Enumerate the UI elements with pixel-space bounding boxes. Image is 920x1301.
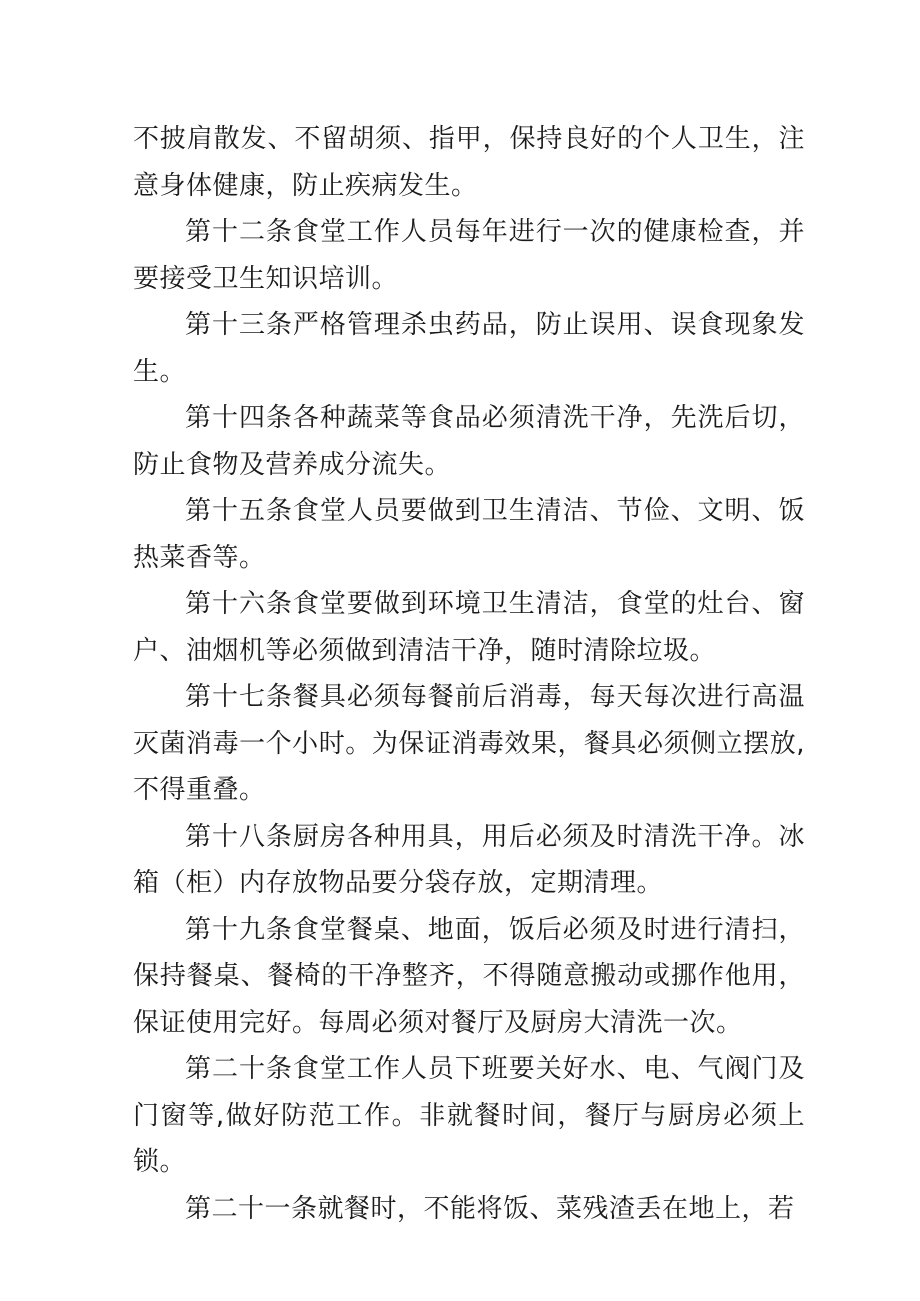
paragraph-article-13: 第十三条严格管理杀虫药品，防止误用、误食现象发生。 [133,310,805,387]
paragraph-article-20: 第二十条食堂工作人员下班要关好水、电、气阀门及门窗等,做好防范工作。非就餐时间，餐厅与厨房必须上锁。 [133,1054,805,1177]
paragraph-article-19: 第十九条食堂餐桌、地面，饭后必须及时进行清扫，保持餐桌、餐椅的干净整齐，不得随意搬动或挪作他用，保证使用完好。每周必须对餐厅及厨房大清洗一次。 [133,914,805,1038]
paragraph-continued: 不披肩散发、不留胡须、指甲，保持良好的个人卫生，注意身体健康，防止疾病发生。 [133,124,805,201]
paragraph-article-15: 第十五条食堂人员要做到卫生清洁、节俭、文明、饭热菜香等。 [133,496,805,573]
paragraph-article-18: 第十八条厨房各种用具，用后必须及时清洗干净。冰箱（柜）内存放物品要分袋存放，定期清理。 [133,821,805,898]
document-body [133,116,805,1232]
paragraph-article-16: 第十六条食堂要做到环境卫生清洁，食堂的灶台、窗户、油烟机等必须做到清洁干净，随时清除垃圾。 [133,589,805,666]
paragraph-article-17: 第十七条餐具必须每餐前后消毒，每天每次进行高温灭菌消毒一个小时。为保证消毒效果，餐具必须侧立摆放,不得重叠。 [133,682,805,805]
paragraph-article-14: 第十四条各种蔬菜等食品必须清洗干净，先洗后切，防止食物及营养成分流失。 [133,403,805,480]
paragraph-article-12: 第十二条食堂工作人员每年进行一次的健康检查，并要接受卫生知识培训。 [133,217,805,294]
paragraph-article-21: 第二十一条就餐时，不能将饭、菜残渣丢在地上，若 [185,1193,795,1224]
